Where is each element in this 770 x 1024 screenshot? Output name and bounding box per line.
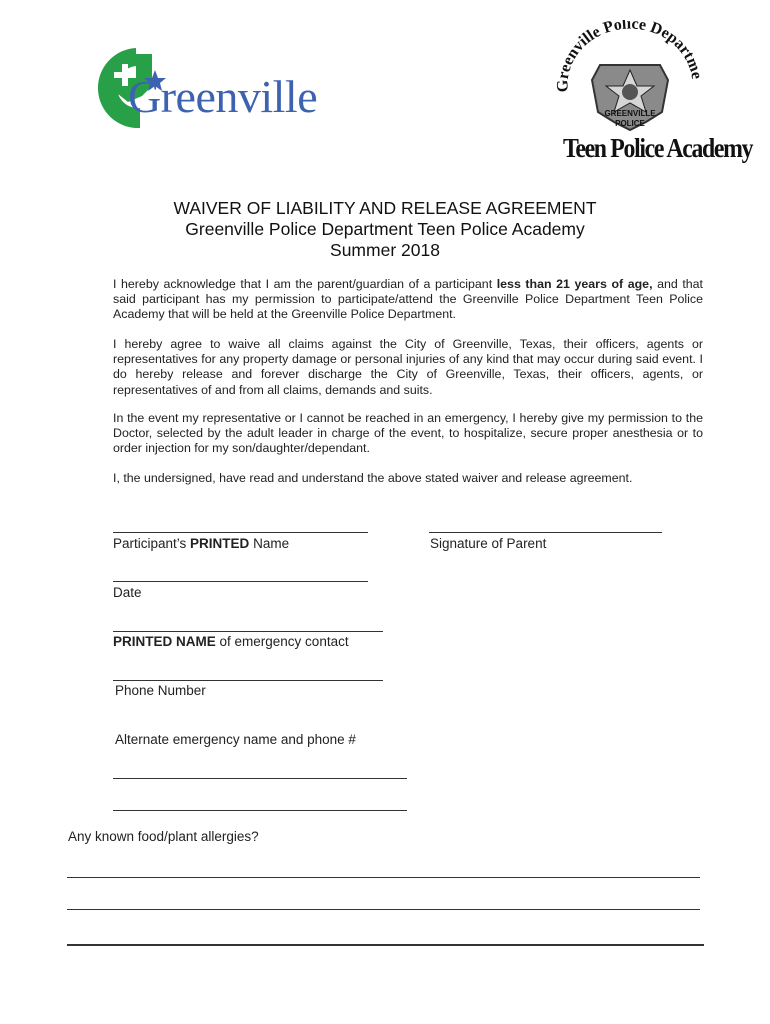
phone-number-label: Phone Number bbox=[115, 683, 206, 698]
emergency-contact-label bbox=[113, 634, 349, 649]
paragraph-waiver: I hereby agree to waive all claims against the City of Greenville, Texas, their officers, agents or representatives for any property damage or personal injuries of any kind that may occur during said event. I do hereby release and forever discharge the City of Greenville, Texas, their officers, agents, or representatives of and from all claims, demands and suits. bbox=[113, 337, 703, 397]
emergency-contact-line[interactable] bbox=[113, 631, 383, 632]
allergies-line-1[interactable] bbox=[67, 877, 700, 878]
emergency-label-bold: PRINTED NAME bbox=[113, 634, 216, 649]
alternate-contact-line-1[interactable] bbox=[113, 778, 407, 779]
p1-age-requirement: less than 21 years of age, bbox=[496, 277, 653, 291]
badge-arc-text: Greenville Police Departme bbox=[554, 20, 706, 93]
document-title: WAIVER OF LIABILITY AND RELEASE AGREEMENT bbox=[173, 198, 597, 218]
document-subtitle: Greenville Police Department Teen Police Academy bbox=[185, 219, 585, 239]
paragraph-understanding: I, the undersigned, have read and understand the above stated waiver and release agreement. bbox=[113, 471, 633, 485]
allergies-line-3[interactable] bbox=[67, 944, 704, 946]
alternate-contact-label: Alternate emergency name and phone # bbox=[115, 732, 356, 747]
allergies-label: Any known food/plant allergies? bbox=[68, 829, 259, 844]
parent-signature-label: Signature of Parent bbox=[430, 536, 547, 551]
alternate-contact-line-2[interactable] bbox=[113, 810, 407, 811]
p1-text-end: and that said participant has my permission to participate/attend the Greenville Police Department Teen Police Academy that will be held at the Greenville Police Department. bbox=[113, 277, 704, 322]
paragraph-acknowledgement bbox=[113, 277, 703, 323]
participant-name-label bbox=[113, 536, 289, 551]
badge-text-top: GREENVILLE bbox=[604, 109, 656, 118]
allergies-line-2[interactable] bbox=[67, 909, 700, 910]
p1-text-start: I hereby acknowledge that I am the parent/guardian of a participant bbox=[113, 277, 497, 291]
phone-number-line[interactable] bbox=[113, 680, 383, 681]
paragraph-emergency-consent: In the event my representative or I cannot be reached in an emergency, I hereby give my permission to the Doctor, selected by the adult leader in charge of the event, to hospitalize, secure proper anesthesia or to order injection for my son/daughter/dependant. bbox=[113, 411, 703, 456]
date-label: Date bbox=[113, 585, 142, 600]
emergency-label-post: of emergency contact bbox=[215, 634, 349, 649]
parent-signature-line[interactable] bbox=[429, 532, 662, 533]
greenville-wordmark: Greenville bbox=[128, 71, 318, 122]
badge-text-bottom: POLICE bbox=[615, 119, 645, 128]
date-line[interactable] bbox=[113, 581, 368, 582]
participant-name-line[interactable] bbox=[113, 532, 368, 533]
participant-label-post: Name bbox=[249, 536, 290, 551]
participant-label-pre: Participant’s bbox=[113, 536, 191, 551]
document-season: Summer 2018 bbox=[330, 240, 440, 260]
participant-label-bold: PRINTED bbox=[190, 536, 250, 551]
teen-police-academy-label: Teen Police Academy bbox=[563, 133, 753, 163]
